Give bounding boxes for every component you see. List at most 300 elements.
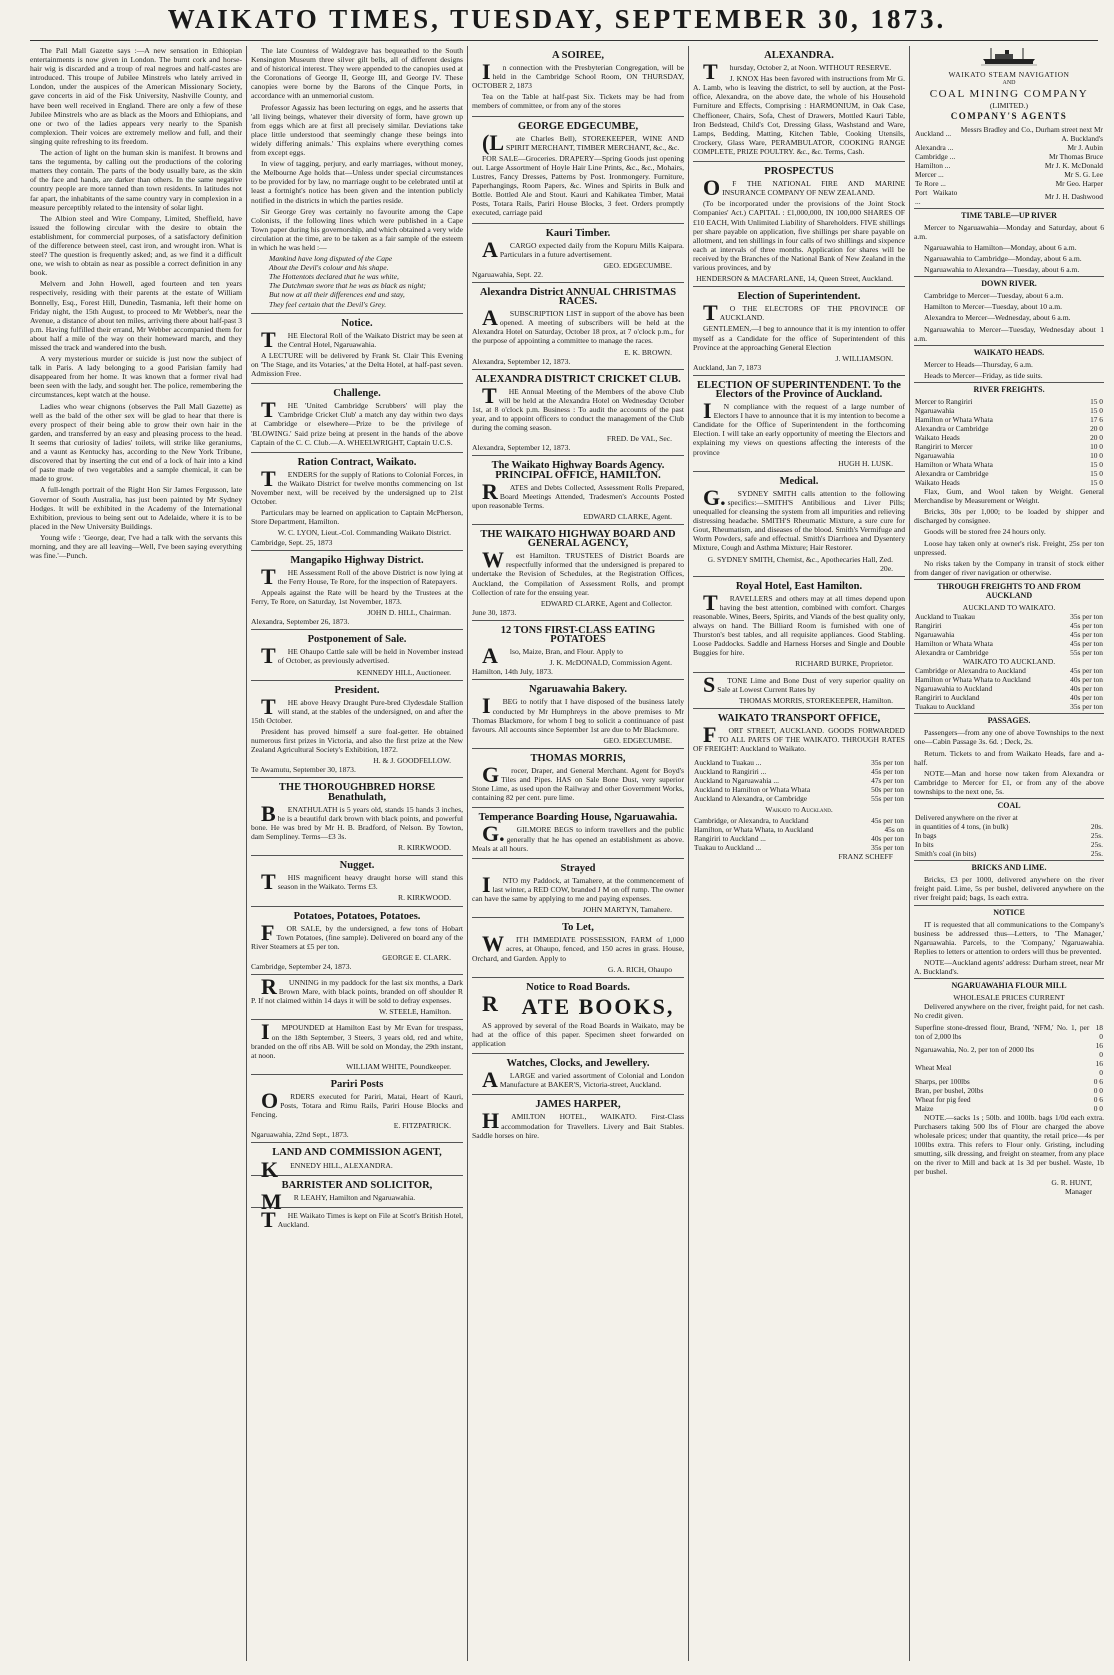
- route: Wheat for pig feed: [915, 1094, 971, 1104]
- ad-body: G.SYDNEY SMITH calls attention to the following specifics:—SMITH'S Antibilious and Liver Pills; unequalled for cleansing the system from all impurities and relieving distressing headache. SMITH'S Rheumatic Mixture, a sure cure for Gout, Rheumatism, and diseases of the blood. Smith's Vermifuge and Worm Powders, safe and effectual. Smith's Diarrhoea and Dysentery Mixture, Cough and Asthma Mixture; Hair Restorer.: [693, 484, 905, 553]
- rate: 45s per ton: [1070, 630, 1103, 640]
- ad-date: Cambridge, September 24, 1873.: [251, 961, 352, 971]
- advertisement: [472, 116, 684, 223]
- advertisement: [472, 1094, 684, 1144]
- ad-body: OF THE NATIONAL FIRE AND MARINE INSURANCE COMPANY OF NEW ZEALAND.: [703, 175, 905, 201]
- ad-title: 12 TONS FIRST-CLASS EATING POTATOES: [500, 624, 656, 645]
- ad-title: Notice to Road Boards.: [526, 981, 630, 993]
- rate: 45s per ton: [871, 816, 904, 826]
- table-row: [914, 639, 1104, 648]
- route: Cambridge or Alexandra to Auckland: [915, 666, 1026, 676]
- company-name-2: COAL MINING COMPANY: [929, 88, 1089, 101]
- table-row: [693, 785, 905, 794]
- schedule-line: Flax, Gum, and Wool taken by Weight. General Merchandise by Measurement or Weight.: [914, 487, 1104, 506]
- schedule-line: Return. Tickets to and from Waikato Heads, fare and a-half.: [914, 748, 1104, 767]
- route: Sharps, per 100lbs: [915, 1076, 970, 1086]
- rate: 55s per ton: [1070, 648, 1103, 658]
- route: Ngaruawahia, No. 2, per ton of 2000 lbs: [915, 1045, 1035, 1055]
- route: Hamilton or Whata Whata: [915, 639, 993, 649]
- ad-extra: President has proved himself a sure foal-getter. He obtained numerous first prizes in Victoria, and also the first prize at the New Zealand Agricultural Society's Exhibition, 1872.: [251, 727, 463, 755]
- table-row: [914, 675, 1104, 684]
- ad-date: Cambridge, Sept. 25, 1873: [251, 537, 333, 547]
- route: Hamilton or Whata Whata: [915, 460, 993, 470]
- ad-signature: GEO. EDGECUMBE.: [603, 735, 672, 745]
- rate: 10 0: [1090, 451, 1103, 461]
- ad-body: Thursday, October 2, at Noon. WITHOUT RESERVE.: [703, 59, 892, 85]
- section-subtitle: Waikato to Auckland.: [765, 805, 833, 815]
- ad-title: PROSPECTUS: [764, 166, 834, 178]
- ad-title: Royal Hotel, East Hamilton.: [735, 580, 863, 592]
- advertisement: [472, 748, 684, 807]
- rate: 20s.: [1090, 822, 1103, 832]
- masthead-title: WAIKATO TIMES, TUESDAY, SEPTEMBER 30, 1873.: [167, 4, 947, 34]
- table-row: [914, 451, 1104, 460]
- ad-title: Strayed: [560, 862, 596, 874]
- mill-note: Delivered anywhere on the river, freight paid, for net cash. No credit given.: [914, 1002, 1104, 1021]
- schedule-line: Ngaruawahia to Hamilton—Monday, about 6 a.m.: [924, 242, 1077, 252]
- advertisement: [472, 1053, 684, 1094]
- route: Rangiriri to Mercer: [915, 442, 973, 452]
- poem-line: The Dutchman swore that he was as black as night;: [269, 281, 426, 291]
- advertisement: [251, 1019, 463, 1073]
- ad-body: IMPOUNDED at Hamilton East by Mr Evan for trespass, on the 18th September, 3 Steers, 3 years old, red and white, branded on the off ribs AB. Will be sold on Monday, the 29th instant, at noon.: [251, 1019, 463, 1060]
- ad-body: THE Assessment Roll of the above District is now lying at the Ferry House, Te Rore, for the inspection of Ratepayers.: [261, 563, 463, 589]
- section-title: RIVER FREIGHTS.: [914, 382, 1104, 394]
- advertisement: [251, 1142, 463, 1182]
- bricks-text: Bricks, £3 per 1000, delivered anywhere on the river freight paid. Lime, 5s per bushel, delivered anywhere on the river freight paid; bags, 1s each extra.: [914, 875, 1104, 903]
- ad-title: Notice.: [341, 317, 373, 329]
- advertisement: [251, 1175, 463, 1214]
- article-paragraph: Sir George Grey was certainly no favourite among the Cape Colonists, if the following lines which were published in a Cape Town paper during his governorship, and which obtained a very wide circulation at the time, are to be taken as a fair sample of the esteem in which he was held :—: [251, 206, 463, 252]
- route: Ngaruawahia: [915, 451, 955, 461]
- column-5: [914, 46, 1104, 1666]
- rate: 20 0: [1090, 424, 1103, 434]
- rate: 45s per ton: [871, 767, 904, 777]
- company-and: AND: [1002, 80, 1016, 87]
- ad-body: HAMILTON HOTEL, WAIKATO. First-Class accommodation for Travellers. Livery and Bait Stables. Saddle horses on hire.: [472, 1108, 684, 1140]
- table-row: [914, 1095, 1104, 1104]
- advertisement: [251, 906, 463, 975]
- ad-signature: G. SYDNEY SMITH, Chemist, &c., Apothecaries Hall, Zed. 20e.: [707, 554, 893, 573]
- column-4: [693, 46, 905, 1666]
- article-paragraph: Melvern and John Howell, aged fourteen and ten years respectively, residing with their parents at the estate of William Bonnelly, Esq., Forest Hill, Dunedin, Tasmania, left their home on Friday night, the 15th August, to proceed to Mr Webber's, near the Avenue, a distance of about ten miles, arriving there about half-past 3 p.m. Having fulfilled their errand, Mr Webber accompanied them for about half a mile of the way on their homeward march, and they missed the track and wandered into the bush.: [30, 279, 242, 352]
- advertisement: [472, 807, 684, 857]
- route: Auckland to Alexandra, or Cambridge: [694, 794, 808, 804]
- ad-title: Alexandra District ANNUAL CHRISTMAS RACES.: [479, 286, 677, 308]
- route: Ngaruawahia: [915, 630, 955, 640]
- through-freight-table: [914, 612, 1104, 657]
- ad-signature: KENNEDY HILL, Auctioneer.: [356, 667, 451, 677]
- schedule-line: Cambridge to Mercer—Tuesday, about 6 a.m.: [924, 291, 1064, 301]
- ad-title: A SOIREE,: [552, 50, 604, 61]
- table-row: [914, 442, 1104, 451]
- table-row: [914, 179, 1104, 188]
- rate: Mr J. K. McDonald: [1044, 160, 1103, 170]
- ad-date: Alexandra, September 26, 1873.: [251, 617, 350, 627]
- ad-body: BENATHULATH is 5 years old, stands 15 hands 3 inches, he is a beautiful dark brown with black points, and powerful bone. He was bred by Mr H. B. Bradford, of Nelson. By Towton, dam Sempliney. Terms—£3 3s.: [251, 800, 463, 841]
- table-row: [914, 693, 1104, 702]
- advertisement: [251, 974, 463, 1019]
- ad-body: STONE Lime and Bone Dust of very superior quality on Sale at Lowest Current Rates by: [703, 671, 905, 697]
- article-paragraph: In view of tagging, perjury, and early marriages, without money, the Melbourne Age holds that—Unless under special circumstances to be provided for by law, no marriage ought to be celebrated until at least a fortnight's notice has been given and the intention publicly notified in the districts in which the parties reside.: [251, 159, 463, 205]
- table-row: [693, 758, 905, 767]
- ad-signature: R. KIRKWOOD.: [398, 843, 451, 853]
- route: Hamilton ...: [915, 160, 951, 170]
- rate: Mr Geo. Harper: [1055, 178, 1103, 188]
- article-paragraph: The action of light on the human skin is manifest. It browns and tans the tegumenta, by calling out the productions of the coloring matters they contain. The parts of the body usually bare, as the skin of the face and hands, are darker than others. In the same negative country people are more tanned than town residents. In latitudes not far apart, the inhabitants of the same country vary in complexion in a measure perceptibly related to the intensity of solar light.: [30, 148, 242, 212]
- rate: 40s per ton: [1070, 675, 1103, 685]
- advertisement: [251, 452, 463, 550]
- freight-back-table: [693, 816, 905, 852]
- ad-date: Alexandra, September 12, 1873.: [472, 443, 571, 453]
- article-paragraph: A full-length portrait of the Right Hon Sir James Fergusson, late Governor of South Australia, has just been painted by Mr Sydney Hodges. It will be exhibited in the Academy of the International Exhibition, previous to being sent out to Adelaide, where it is to be placed in the New University Buildings.: [30, 485, 242, 531]
- route: Auckland to Ngaruawahia ...: [694, 776, 779, 786]
- table-row: [914, 621, 1104, 630]
- ad-signature: J. K. McDONALD, Commission Agent.: [549, 658, 672, 668]
- section-title: NGARUAWAHIA FLOUR MILL: [914, 978, 1104, 990]
- route: Auckland ...: [915, 129, 952, 139]
- ad-signature: THOMAS MORRIS, STOREKEEPER, Hamilton.: [739, 695, 893, 705]
- ad-signature: GEORGE E. CLARK.: [382, 952, 451, 962]
- table-row: [914, 424, 1104, 433]
- table-row: [914, 125, 1104, 143]
- advertisement: [472, 455, 684, 524]
- rate: 10 0: [1090, 442, 1103, 452]
- schedule-line: Mercer to Heads—Thursday, 6 a.m.: [924, 359, 1033, 369]
- route: In bags: [915, 831, 937, 841]
- table-row: [914, 684, 1104, 693]
- table-row: [914, 1059, 1104, 1077]
- ad-title: Pariri Posts: [330, 1078, 384, 1090]
- rate: 50s per ton: [871, 785, 904, 795]
- ad-title: THE THOROUGHBRED HORSE Benathulath,: [278, 782, 436, 803]
- advertisement: [472, 858, 684, 917]
- schedule-line: Loose hay taken only at owner's risk. Freight, 25s per ton unpressed.: [914, 538, 1104, 557]
- route: Hamilton or Whata Whata: [915, 415, 993, 425]
- table-row: [693, 816, 905, 825]
- route: Waikato Heads: [915, 478, 960, 488]
- schedule-line: Ngaruawahia to Alexandra—Tuesday, about 6 a.m.: [924, 265, 1080, 275]
- route: Delivered anywhere on the river at: [915, 813, 1018, 823]
- table-row: [914, 460, 1104, 469]
- ad-title: Temperance Boarding House, Ngaruawahia.: [478, 812, 678, 824]
- route: Cambridge, or Alexandra, to Auckland: [694, 816, 809, 826]
- table-row: [914, 1077, 1104, 1086]
- route: Maize: [915, 1103, 934, 1113]
- agents-title: COMPANY'S AGENTS: [950, 111, 1068, 122]
- column-divider: [688, 46, 689, 1661]
- ad-extra: J. KNOX Has been favored with instructions from Mr G. A. Lamb, who is leaving the district, to sell by auction, at the Post-office, Alexandra, on the above date, the whole of his Household Furniture and Effects, Comprising : HARMONIUM, in Oak Case, Cheffioneer, Chairs, Sofa, Chest of Drawers, Mottled Kauri Table, Iron Bedstead, Child's Cot, Dressing Glass, Washstand and Ware, Lamps, Bedding, Matting, Kitchen Table, Cooking Utensils, Crockery, Glass Ware, PERAMBULATOR, COOKING RANGE COMPLETE, PRIZE POULTRY. &c., &c. Terms, Cash.: [693, 74, 905, 156]
- rate: Mr J. Aubin: [1067, 142, 1103, 152]
- ad-body: KENNEDY HILL, ALEXANDRA.: [261, 1156, 393, 1182]
- ad-body: Also, Maize, Bran, and Flour. Apply to: [482, 643, 623, 669]
- section-title: THROUGH FREIGHTS TO AND FROM AUCKLAND: [914, 579, 1104, 600]
- table-row: [914, 1041, 1104, 1059]
- ad-title: Mangapiko Highway District.: [290, 554, 424, 566]
- ad-body: Grocer, Draper, and General Merchant. Agent for Boyd's Tiles and Pipes. HAS on Sale Bone Dust, very superior Stone Lime, as used upon the Railway and other Government Works, containing 82 per cent. pure lime.: [472, 762, 684, 803]
- table-row: [914, 612, 1104, 621]
- table-row: [914, 469, 1104, 478]
- table-row: [693, 825, 905, 834]
- ad-signature: FRANZ SCHEFF: [838, 852, 893, 862]
- back-freight-table: [914, 666, 1104, 711]
- article-paragraph: Ladies who wear chignons (observes the Pall Mall Gazette) as well as the bald of the other sex will be glad to hear that there is every prospect of their being able to grow their own hair in the garden, and transferred by an easy and pleasing process to the head. It seems that curiosity of ladies' toilets, will strike like geraniums, and a vaunt as Kentucky has, according to the New York Tribune, discovered that by inserting the cut end of a lock of hair into a kind of paste made of two vegetables and a sample chemical, it can be made to grow.: [30, 401, 242, 484]
- ad-body: WITH IMMEDIATE POSSESSION, FARM of 1,000 acres, at Ohaupo, fenced, and 150 acres in grass. House, Orchard, and Garden. Apply to: [472, 931, 684, 963]
- ad-title: WAIKATO TRANSPORT OFFICE,: [717, 712, 881, 724]
- table-row: [914, 813, 1104, 822]
- advertisement: [472, 620, 684, 679]
- route: Wheat Meal: [915, 1063, 952, 1073]
- steamship-icon: [979, 46, 1039, 68]
- table-row: [914, 397, 1104, 406]
- ad-body: THE Electoral Roll of the Waikato District may be seen at the Central Hotel, Ngaruawahia.: [261, 326, 463, 352]
- advertisement: [251, 1207, 463, 1234]
- ad-title: Kauri Timber.: [545, 227, 611, 239]
- advertisement: [472, 369, 684, 456]
- ad-date: Auckland, Jan 7, 1873: [693, 362, 762, 372]
- rate: 45s per ton: [1070, 621, 1103, 631]
- ad-signature: EDWARD CLARKE, Agent and Collector.: [540, 598, 672, 608]
- ad-body: THE above Heavy Draught Pure-bred Clydesdale Stallion will stand, at the stables of the undersigned, on and after the 15th October.: [251, 693, 463, 725]
- ad-body: THE Annual Meeting of the Members of the above Club will be held at the Alexandra Hotel on Wednesday October 1st, at 8 o'clock p.m. Business : To audit the accounts of the past year, and to appoint officers to conduct the management of the Club during the coming season.: [472, 382, 684, 433]
- advertisement: [251, 313, 463, 384]
- table-row: [914, 1104, 1104, 1113]
- route: Hamilton, or Whata Whata, to Auckland: [694, 825, 814, 835]
- ad-title: THOMAS MORRIS,: [530, 752, 626, 764]
- ad-date: Alexandra, September 12, 1873.: [472, 356, 571, 366]
- freight-table: [693, 758, 905, 803]
- ad-extra: Appeals against the Rate will be heard by the Trustees at the Ferry, Te Rore, on Saturday, 1st November, 1873.: [251, 587, 463, 606]
- ad-body: IN compliance with the request of a large number of Electors I have to announce that it is my intention to become a Candidate for the Office of Superintendent in the forthcoming Election. I will take an early opportunity of meeting the Electors and explaining my views on questions affecting the interests of the province: [693, 398, 905, 457]
- advertisement: [693, 375, 905, 471]
- ad-body: In connection with the Presbyterian Congregation, will be held in the Cambridge School Room, ON THURSDAY, OCTOBER 2, 1873: [472, 59, 684, 91]
- ad-date: Te Awamutu, September 30, 1873.: [251, 765, 356, 775]
- column-2: [251, 46, 463, 1666]
- ad-title: BARRISTER AND SOLICITOR,: [281, 1179, 433, 1191]
- ad-signature: HUGH H. LUSK.: [838, 458, 893, 468]
- ad-body: FOR SALE, by the undersigned, a few tons of Hobart Town Potatoes, (fine sample). Delivered on board any of the River Steamers at £5 per ton.: [251, 919, 463, 951]
- rate: 15 0: [1090, 406, 1103, 416]
- table-row: [914, 630, 1104, 639]
- rate: Messrs Bradley and Co., Durham street next Mr A. Buckland's: [960, 124, 1103, 143]
- ad-signature: EDWARD CLARKE, Agent.: [583, 511, 672, 521]
- advertisement: [693, 286, 905, 375]
- route: Cambridge ...: [915, 151, 956, 161]
- route: Alexandra or Cambridge: [915, 424, 989, 434]
- ad-body: West Hamilton. TRUSTEES of District Boards are respectfully informed that the undersigned is prepared to undertake the Revision of Schedules, at the Registration Offices, Auckland, the Compilation of Assessment Rolls, and prompt Collection of rate for the ensuing year.: [472, 547, 684, 597]
- river-freight-table: [914, 397, 1104, 487]
- schedule-line: Goods will be stored free 24 hours only.: [924, 527, 1046, 537]
- advertisement: [472, 917, 684, 976]
- schedule-line: Ngaruawahia to Mercer—Tuesday, Wednesday about 1 a.m.: [914, 324, 1104, 343]
- route: Waikato Heads: [915, 433, 960, 443]
- ad-title: Potatoes, Potatoes, Potatoes.: [293, 910, 421, 922]
- ad-title: ALEXANDRA DISTRICT CRICKET CLUB.: [475, 373, 681, 385]
- column-3: [472, 46, 684, 1666]
- ad-signature: G. A. RICH, Ohaupo: [607, 964, 672, 974]
- route: Auckland to Rangiriri ...: [694, 767, 767, 777]
- ad-body: THE Ohaupo Cattle sale will be held in November instead of October, as previously advertised.: [261, 643, 463, 669]
- advertisement: [472, 679, 684, 748]
- company-limited: (LIMITED.): [989, 101, 1029, 111]
- advertisement: [693, 576, 905, 672]
- advertisement: [472, 282, 684, 369]
- ad-signature: H. & J. GOODFELLOW.: [373, 756, 451, 766]
- ad-signature: FRED. De VAL, Sec.: [606, 434, 672, 444]
- table-row: [693, 834, 905, 843]
- ad-signature: GEO. EDGECUMBE.: [603, 260, 672, 270]
- ad-title: ELECTION OF SUPERINTENDENT. To the Electors of the Province of Auckland.: [697, 379, 901, 400]
- rate: 15 0: [1090, 478, 1103, 488]
- advertisement: [472, 977, 684, 1053]
- ad-extra: A LECTURE will be delivered by Frank St. Clair This Evening on 'The Stage, and its Votaries,' at the Delta Hotel, at half-past seven. Admission Free.: [251, 350, 463, 379]
- table-row: [914, 152, 1104, 161]
- schedule-line: Passengers—from any one of above Townships to the next one—Cabin Passage 3s. 6d. ; Deck, 2s.: [914, 728, 1104, 747]
- table-row: [914, 478, 1104, 487]
- ad-body: (Late Charles Bell), STOREKEEPER, WINE AND SPIRIT MERCHANT, TIMBER MERCHANT, &c., &c.: [482, 129, 684, 155]
- poem-line: The Hottentots declared that he was white,: [269, 272, 399, 282]
- section-title: BRICKS AND LIME.: [914, 860, 1104, 872]
- rate: 15 0: [1090, 397, 1103, 407]
- schedule-line: No risks taken by the Company in transit of stock either from danger of river navigation or otherwise.: [914, 558, 1104, 577]
- table-row: [914, 849, 1104, 858]
- ad-body: FORT STREET, AUCKLAND. GOODS FORWARDED TO ALL PARTS OF THE WAIKATO. THROUGH RATES OF FREIGHT: Auckland to Waikato.: [693, 721, 905, 754]
- rate: Mr S. G. Lee: [1064, 169, 1103, 179]
- ad-extra: Tea on the Table at half-past Six. Tickets may be had from members of committee, or from any of the stores: [472, 92, 684, 111]
- rate: 35s per ton: [871, 758, 904, 768]
- poem-line: They feel certain that the Devil's Grey.: [269, 299, 387, 309]
- advertisement: [472, 524, 684, 620]
- ad-body: RATE BOOKS,: [482, 990, 675, 1019]
- schedule-line: NOTE—Man and horse now taken from Alexandra or Cambridge to Mercer for £1, or from any of the above townships to the next one, 5s.: [914, 768, 1104, 796]
- rate: 16 0: [1095, 1040, 1103, 1059]
- route: Alexandra or Cambridge: [915, 469, 989, 479]
- ad-signature: W. C. LYON, Lieut.-Col. Commanding Waikato District.: [277, 528, 451, 538]
- route: Tuakau to Auckland ...: [694, 843, 762, 853]
- schedule-line: Heads to Mercer—Friday, as tide suits.: [924, 370, 1043, 380]
- ad-signature: Manager: [1065, 1187, 1092, 1197]
- advertisement: [693, 471, 905, 576]
- rate: 40s per ton: [1070, 693, 1103, 703]
- ad-signature: R. KIRKWOOD.: [398, 893, 451, 903]
- column-1: [30, 46, 242, 1666]
- ad-extra: (To be incorporated under the provisions of the Joint Stock Companies' Act.) CAPITAL : £1,000,000, IN 100,000 SHARES OF £10 EACH, With Unlimited Liability of Shareholders. FIVE shillings per share payable on application, five shillings per share payable on allotment, and ten shillings in four calls of two shillings and sixpence each at intervals of three months. Application for shares will be received by the Branches of the National Bank of New Zealand in the various provinces, and by: [693, 199, 905, 272]
- rate: Mr Thomas Bruce: [1048, 151, 1103, 161]
- poem-line: About the Devil's colour and his shape.: [269, 263, 389, 273]
- table-row: [914, 433, 1104, 442]
- ad-title: Election of Superintendent.: [737, 291, 861, 303]
- column-divider: [467, 46, 468, 1661]
- section-title: PASSAGES.: [914, 713, 1104, 725]
- rate: 0 0: [1093, 1103, 1103, 1113]
- table-row: [914, 188, 1104, 206]
- advertisement: [251, 777, 463, 855]
- article-paragraph: Young wife : 'George, dear, I've had a talk with the servants this morning, and they are all leaving—Well, I've been saying everything was fine.'—Punch.: [30, 532, 242, 561]
- schedule-line: Hamilton to Mercer—Tuesday, about 10 a.m.: [924, 302, 1062, 312]
- ad-date: Ngaruawahia, 22nd Sept., 1873.: [251, 1130, 349, 1140]
- poem-line: Mankind have long disputed of the Cape: [269, 254, 393, 264]
- ad-body: MR LEAHY, Hamilton and Ngaruawahia.: [261, 1188, 416, 1214]
- ad-body: THIS magnificent heavy draught horse will stand this season in the Waikato. Terms £3.: [261, 869, 463, 895]
- rate: 35s per ton: [871, 843, 904, 853]
- ad-title: President.: [334, 684, 380, 696]
- ad-body: TO THE ELECTORS OF THE PROVINCE OF AUCKLAND.: [703, 300, 905, 326]
- rate: 20 0: [1090, 433, 1103, 443]
- section-subtitle: WAIKATO TO AUCKLAND.: [962, 657, 1056, 667]
- ad-title: THE WAIKATO HIGHWAY BOARD AND GENERAL AGENCY,: [480, 529, 676, 550]
- rate: [1081, 813, 1104, 822]
- ad-extra: GENTLEMEN,—I beg to announce that it is my intention to offer myself as a Candidate for the office of Superintendent of this Province at the approaching General Election: [693, 324, 905, 352]
- advertisement: [472, 223, 684, 282]
- ad-body: G.GILMORE BEGS to inform travellers and the public generally that he has opened an establishment as above. Meals at all hours.: [472, 821, 684, 853]
- advertisement: [693, 672, 905, 708]
- route: Auckland to Tuakau: [915, 612, 975, 622]
- route: Mercer to Rangiriri: [915, 397, 973, 407]
- rate: 15 0: [1090, 469, 1103, 479]
- table-row: [914, 406, 1104, 415]
- mill-notes: NOTE.—sacks 1s ; 50lb. and 100lb. bags 1/0d each extra. Purchasers taking 500 lbs of Flour are charged the above wholesale prices; under that quantity, the retail price—4s per 100lbs extra. This refers to Flour only. Gristing, including smutting, silk dressing, and freight on steamer, from any place on the river to Mill and back at 1s 3d per bushel. Waste, 1b per bushel.: [914, 1112, 1104, 1177]
- steamer-illustration: [914, 46, 1104, 70]
- ad-signature: E. K. BROWN.: [624, 347, 672, 357]
- poem-line: But now at all their differences end and stay,: [269, 290, 405, 300]
- ad-date: Hamilton, 14th July, 1873.: [472, 667, 553, 677]
- rate: 25s.: [1090, 831, 1103, 841]
- rate: 18 0: [1095, 1022, 1103, 1041]
- ad-signature: E. FITZPATRICK.: [393, 1121, 451, 1131]
- schedule-line: Bricks, 30s per 1,000; to be loaded by shipper and discharged by consignee.: [914, 507, 1104, 526]
- rate: 35s per ton: [1070, 702, 1103, 712]
- ad-title: GEORGE EDGECUMBE,: [517, 120, 639, 132]
- section-title: NOTICE: [914, 905, 1104, 917]
- table-row: [693, 767, 905, 776]
- rate: 0 6: [1093, 1094, 1103, 1104]
- rate: 17 6: [1090, 415, 1103, 425]
- section-subtitle: WHOLESALE PRICES CURRENT: [953, 993, 1065, 1003]
- ad-title: Watches, Clocks, and Jewellery.: [506, 1058, 650, 1070]
- advertisement: [251, 629, 463, 679]
- table-row: [914, 143, 1104, 152]
- rate: 25s.: [1090, 849, 1103, 859]
- advertisement: [251, 383, 463, 452]
- ad-title: Postponement of Sale.: [307, 634, 407, 646]
- route: Port Waikato ...: [915, 187, 958, 206]
- table-row: [914, 415, 1104, 424]
- table-row: [914, 822, 1104, 831]
- ad-title: Ngaruawahia Bakery.: [528, 684, 627, 696]
- ad-date: June 30, 1873.: [472, 607, 517, 617]
- route: Rangiriri to Auckland: [915, 693, 980, 703]
- masthead-rule: [30, 40, 1098, 41]
- advertisement: [693, 708, 905, 758]
- route: Superfine stone-dressed flour, Brand, 'NFM,' No. 1, per ton of 2,000 lbs: [915, 1022, 1090, 1041]
- rate: 0 6: [1093, 1076, 1103, 1086]
- ad-body: THE Waikato Times is kept on File at Scott's British Hotel, Auckland.: [261, 1206, 463, 1232]
- ad-signature: J. WILLIAMSON.: [835, 353, 893, 363]
- route: Alexandra or Cambridge: [915, 648, 989, 658]
- masthead: [0, 4, 1114, 38]
- schedule-line: Ngaruawahia to Cambridge—Monday, about 6 a.m.: [924, 253, 1082, 263]
- notice-text: IT is requested that all communications to the Company's business be addressed thus—Letters, to 'The Manager,' Ngaruawahia. Parcels, to the 'Company,' Ngaruawahia. Replies to letters or attention to orders will thus be prevented.: [914, 919, 1104, 956]
- ad-signature: W. STEELE, Hamilton.: [378, 1007, 451, 1017]
- agents-table: [914, 125, 1104, 206]
- route: Auckland to Hamilton or Whata Whata: [694, 785, 811, 795]
- ad-signature: G. R. HUNT,: [1051, 1178, 1092, 1188]
- route: Te Rore ...: [915, 178, 946, 188]
- ad-extra: FOR SALE—Groceries. DRAPERY—Spring Goods just opening out. Large Assortment of Hoyle Hair Line Prints, &c., &c., Mohairs, Lustres, Fancy Dresses, Patterns by Post. Ironmongery. Furniture, Paperhangings, Room Papers, &c. Wines and Spirits in Bulk and Bottle. Bottled Ale and Stout. Kauri and Kahikatea Timber, Matai Posts, Totara Rails, Pariri House Blocks, 3 feet. Orders promptly executed, carriage paid: [472, 153, 684, 218]
- rate: 45s on: [884, 825, 904, 835]
- ad-title: Nugget.: [339, 860, 375, 872]
- advertisement: [693, 161, 905, 286]
